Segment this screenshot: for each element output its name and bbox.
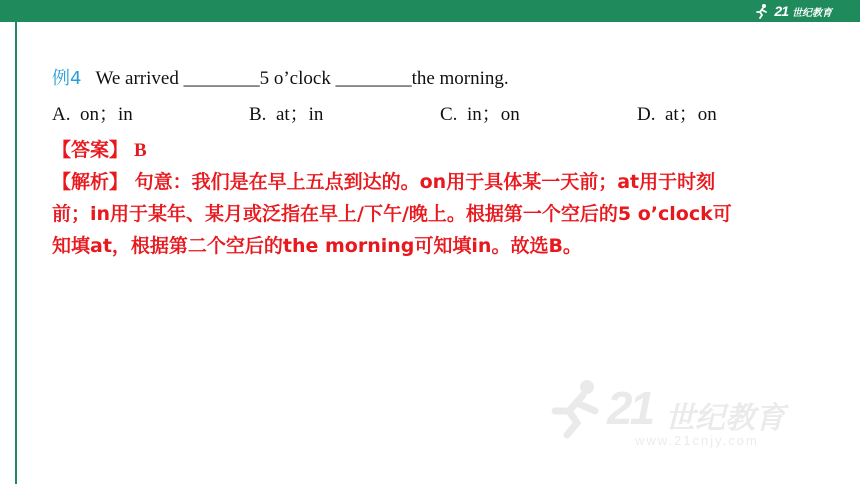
watermark-logo — [545, 375, 835, 455]
watermark-mark: 21 — [607, 382, 653, 434]
question-text: We arrived ________5 o’clock ________the morning. — [95, 68, 509, 89]
watermark-url: www.21cnjy.com — [635, 433, 759, 448]
left-divider — [15, 22, 17, 484]
option-letter: D. — [637, 104, 656, 125]
brand-logo — [754, 1, 832, 21]
option-d — [637, 99, 717, 126]
option-a — [52, 99, 133, 126]
runner-icon — [545, 375, 609, 439]
question — [52, 64, 509, 90]
option-text: at；on — [664, 104, 717, 125]
logo-text: 世纪教育 — [792, 7, 832, 19]
analysis-line: 前；in用于某年、某月或泛指在早上/下午/晚上。根据第一个空后的5 o’clock可 — [52, 203, 732, 225]
option-letter: C. — [440, 104, 458, 125]
option-text: in；on — [466, 104, 520, 125]
analysis-line: 知填at，根据第二个空后的the morning可知填in。故选B。 — [52, 235, 582, 257]
watermark-text: 世纪教育 — [665, 401, 785, 436]
logo-mark: 21 — [774, 3, 788, 19]
option-text: at；in — [275, 104, 324, 125]
analysis-line: 【解析】 句意：我们是在早上五点到达的。on用于具体某一天前；at用于时刻 — [52, 171, 716, 193]
answer-label: 【答案】 — [52, 139, 129, 161]
runner-icon — [754, 3, 770, 19]
option-text: on；in — [79, 104, 133, 125]
answer — [52, 135, 147, 162]
option-c — [440, 99, 520, 126]
option-letter: B. — [249, 104, 267, 125]
question-label: 例4 — [52, 68, 82, 89]
answer-value: B — [134, 140, 147, 161]
top-banner — [0, 0, 860, 22]
option-letter: A. — [52, 104, 71, 125]
analysis — [52, 166, 812, 262]
option-b — [249, 99, 323, 126]
